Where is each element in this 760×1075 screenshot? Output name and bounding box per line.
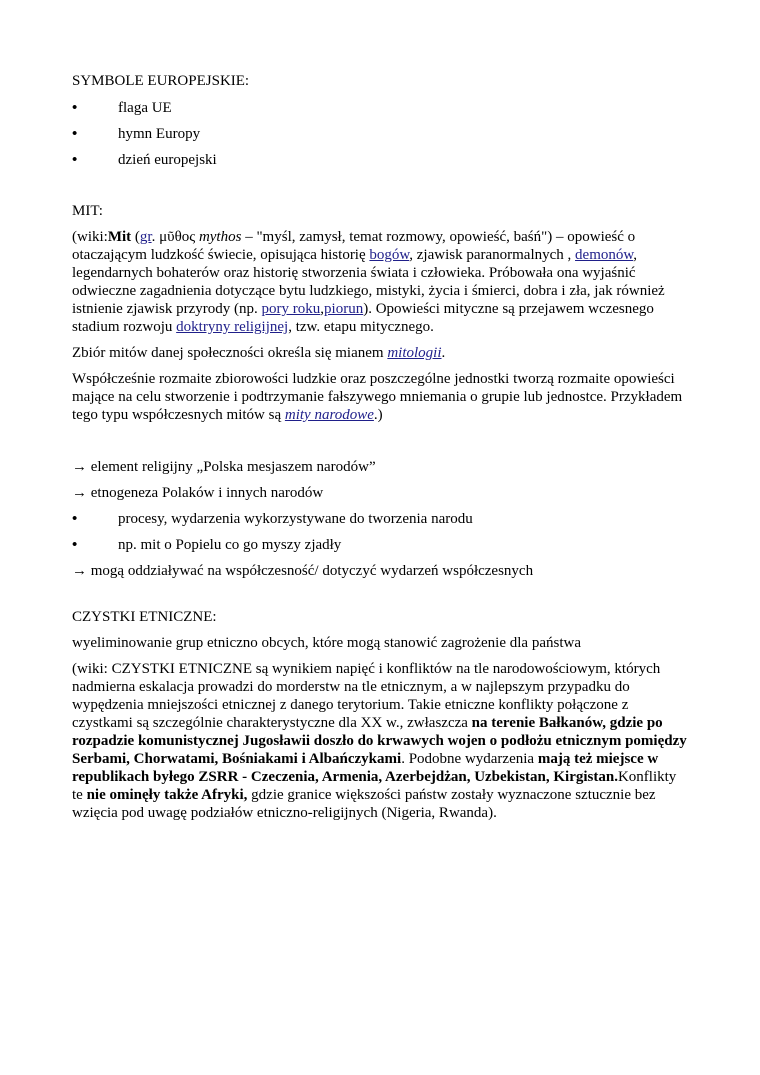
myth-p3-end: .) [373,407,383,423]
myth-translit: mythos [198,229,242,245]
link-national-myths[interactable]: mity narodowe [284,407,374,423]
arrow-bullet-item [72,510,688,536]
cleansing-definition: wyeliminowanie grup etniczno obcych, które mogą stanowić zagrożenie dla państwa [72,635,581,651]
cleansing-text-3: Konflikty te [72,769,677,803]
cleansing-bold-3: nie ominęły także Afryki, [86,787,248,803]
myth-term: Mit [107,229,132,245]
arrow-item: → element religijny „Polska mesjaszem narodów” [72,459,376,475]
myth-p2-text: Zbiór mitów danej społeczności określa się mianem [72,345,388,361]
document-content [72,72,688,822]
myth-p3-text: Współcześnie rozmaite zbiorowości ludzkie oraz poszczególne jednostki tworzą rozmaite opowieści mające na celu stworzenie i podtrzymanie fałszywego mniemania o grupie lub jednostce. Przykładem tego typu współczesnych mitów są [72,371,683,423]
cleansing-bold-1: na terenie Bałkanów, gdzie po rozpadzie komunistycznej Jugosławii doszło do krwawych wojen o podłożu etnicznym pomiędzy Serbami, Chorwatami, Bośniakami i Albańczykami [72,715,687,767]
myth-heading: MIT: [72,203,103,219]
myth-gr-open: ( [131,229,140,245]
myth-def-3: , legendarnych bohaterów oraz historię stworzenia świata i człowieka. Próbowała ona wyjaśnić odwieczne zagadnienia dotyczące bytu ludzkiego, mistyki, życia i śmierci, dobra i zła, jak również istnienie zjawisk przyrody (np. [72,247,665,317]
bullet-icon: • [72,537,78,553]
arrow-bullet-text: np. mit o Popielu co go myszy zjadły [118,537,342,553]
myth-wiki-open: (wiki: [72,229,108,245]
arrow-item: → mogą oddziaływać na współczesność/ dotyczyć wydarzeń współczesnych [72,563,534,579]
cleansing-heading: CZYSTKI ETNICZNE: [72,609,217,625]
symbols-item-text: hymn Europy [118,126,201,142]
myth-comma: , [320,301,325,317]
cleansing-text-2: . Podobne wydarzenia [401,751,538,767]
myth-def-5: , tzw. etapu mitycznego. [288,319,434,335]
cleansing-bold-2: mają też miejsce w republikach byłego ZSRR - Czeczenia, Armenia, Azerbejdżan, Uzbekistan, Kirgistan. [72,751,659,785]
link-seasons[interactable]: pory roku [261,301,321,317]
myth-def-1: – "myśl, zamysł, temat rozmowy, opowieść, baśń") – opowieść o otaczającym ludzkość świecie, opisująca historię [72,229,636,263]
cleansing-text-4: gdzie granice większości państw zostały wyznaczone sztucznie bez wzięcia pod uwagę podziałów etniczno-religijnych (Nigeria, Rwanda). [72,787,656,821]
cleansing-wiki-paragraph [72,660,688,822]
myth-def-4: ). Opowieści mityczne są przejawem wczesnego stadium rozwoju [72,301,654,335]
link-demons[interactable]: demonów [575,247,634,263]
bullet-icon: • [72,100,78,116]
myth-greek: . μῦθος [151,229,199,245]
link-gr[interactable]: gr [139,229,152,245]
myth-p2-end: . [441,345,446,361]
arrow-bullet-item [72,536,688,562]
symbols-heading: SYMBOLE EUROPEJSKIE: [72,73,250,89]
symbols-item [72,151,688,177]
symbols-item-text: flaga UE [118,100,172,116]
link-mythology[interactable]: mitologii [387,345,442,361]
symbols-item [72,125,688,151]
bullet-icon: • [72,126,78,142]
symbols-item-text: dzień europejski [118,152,217,168]
myth-def-2: , zjawisk paranormalnych , [409,247,576,263]
link-doctrine[interactable]: doktryny religijnej [176,319,289,335]
link-thunder[interactable]: piorun [324,301,364,317]
symbols-item [72,99,688,125]
arrow-item: → etnogeneza Polaków i innych narodów [72,485,324,501]
myth-definition [72,228,688,336]
bullet-icon: • [72,511,78,527]
myth-modern-paragraph [72,370,688,424]
myth-mythology-paragraph [72,344,688,362]
cleansing-text-1: (wiki: CZYSTKI ETNICZNE są wynikiem napięć i konfliktów na tle narodowościowym, których nadmierna eskalacja prowadzi do morderstw na tle etnicznym, a w najlepszym przypadku do wypędzenia mniejszości etnicznej z danego terytorium. Takie etniczne konflikty połączone z czystkami są szczególnie charakterystyczne dla XX w., zwłaszcza [72,661,661,731]
arrow-bullet-text: procesy, wydarzenia wykorzystywane do tworzenia narodu [118,511,473,527]
link-gods[interactable]: bogów [369,247,410,263]
bullet-icon: • [72,152,78,168]
